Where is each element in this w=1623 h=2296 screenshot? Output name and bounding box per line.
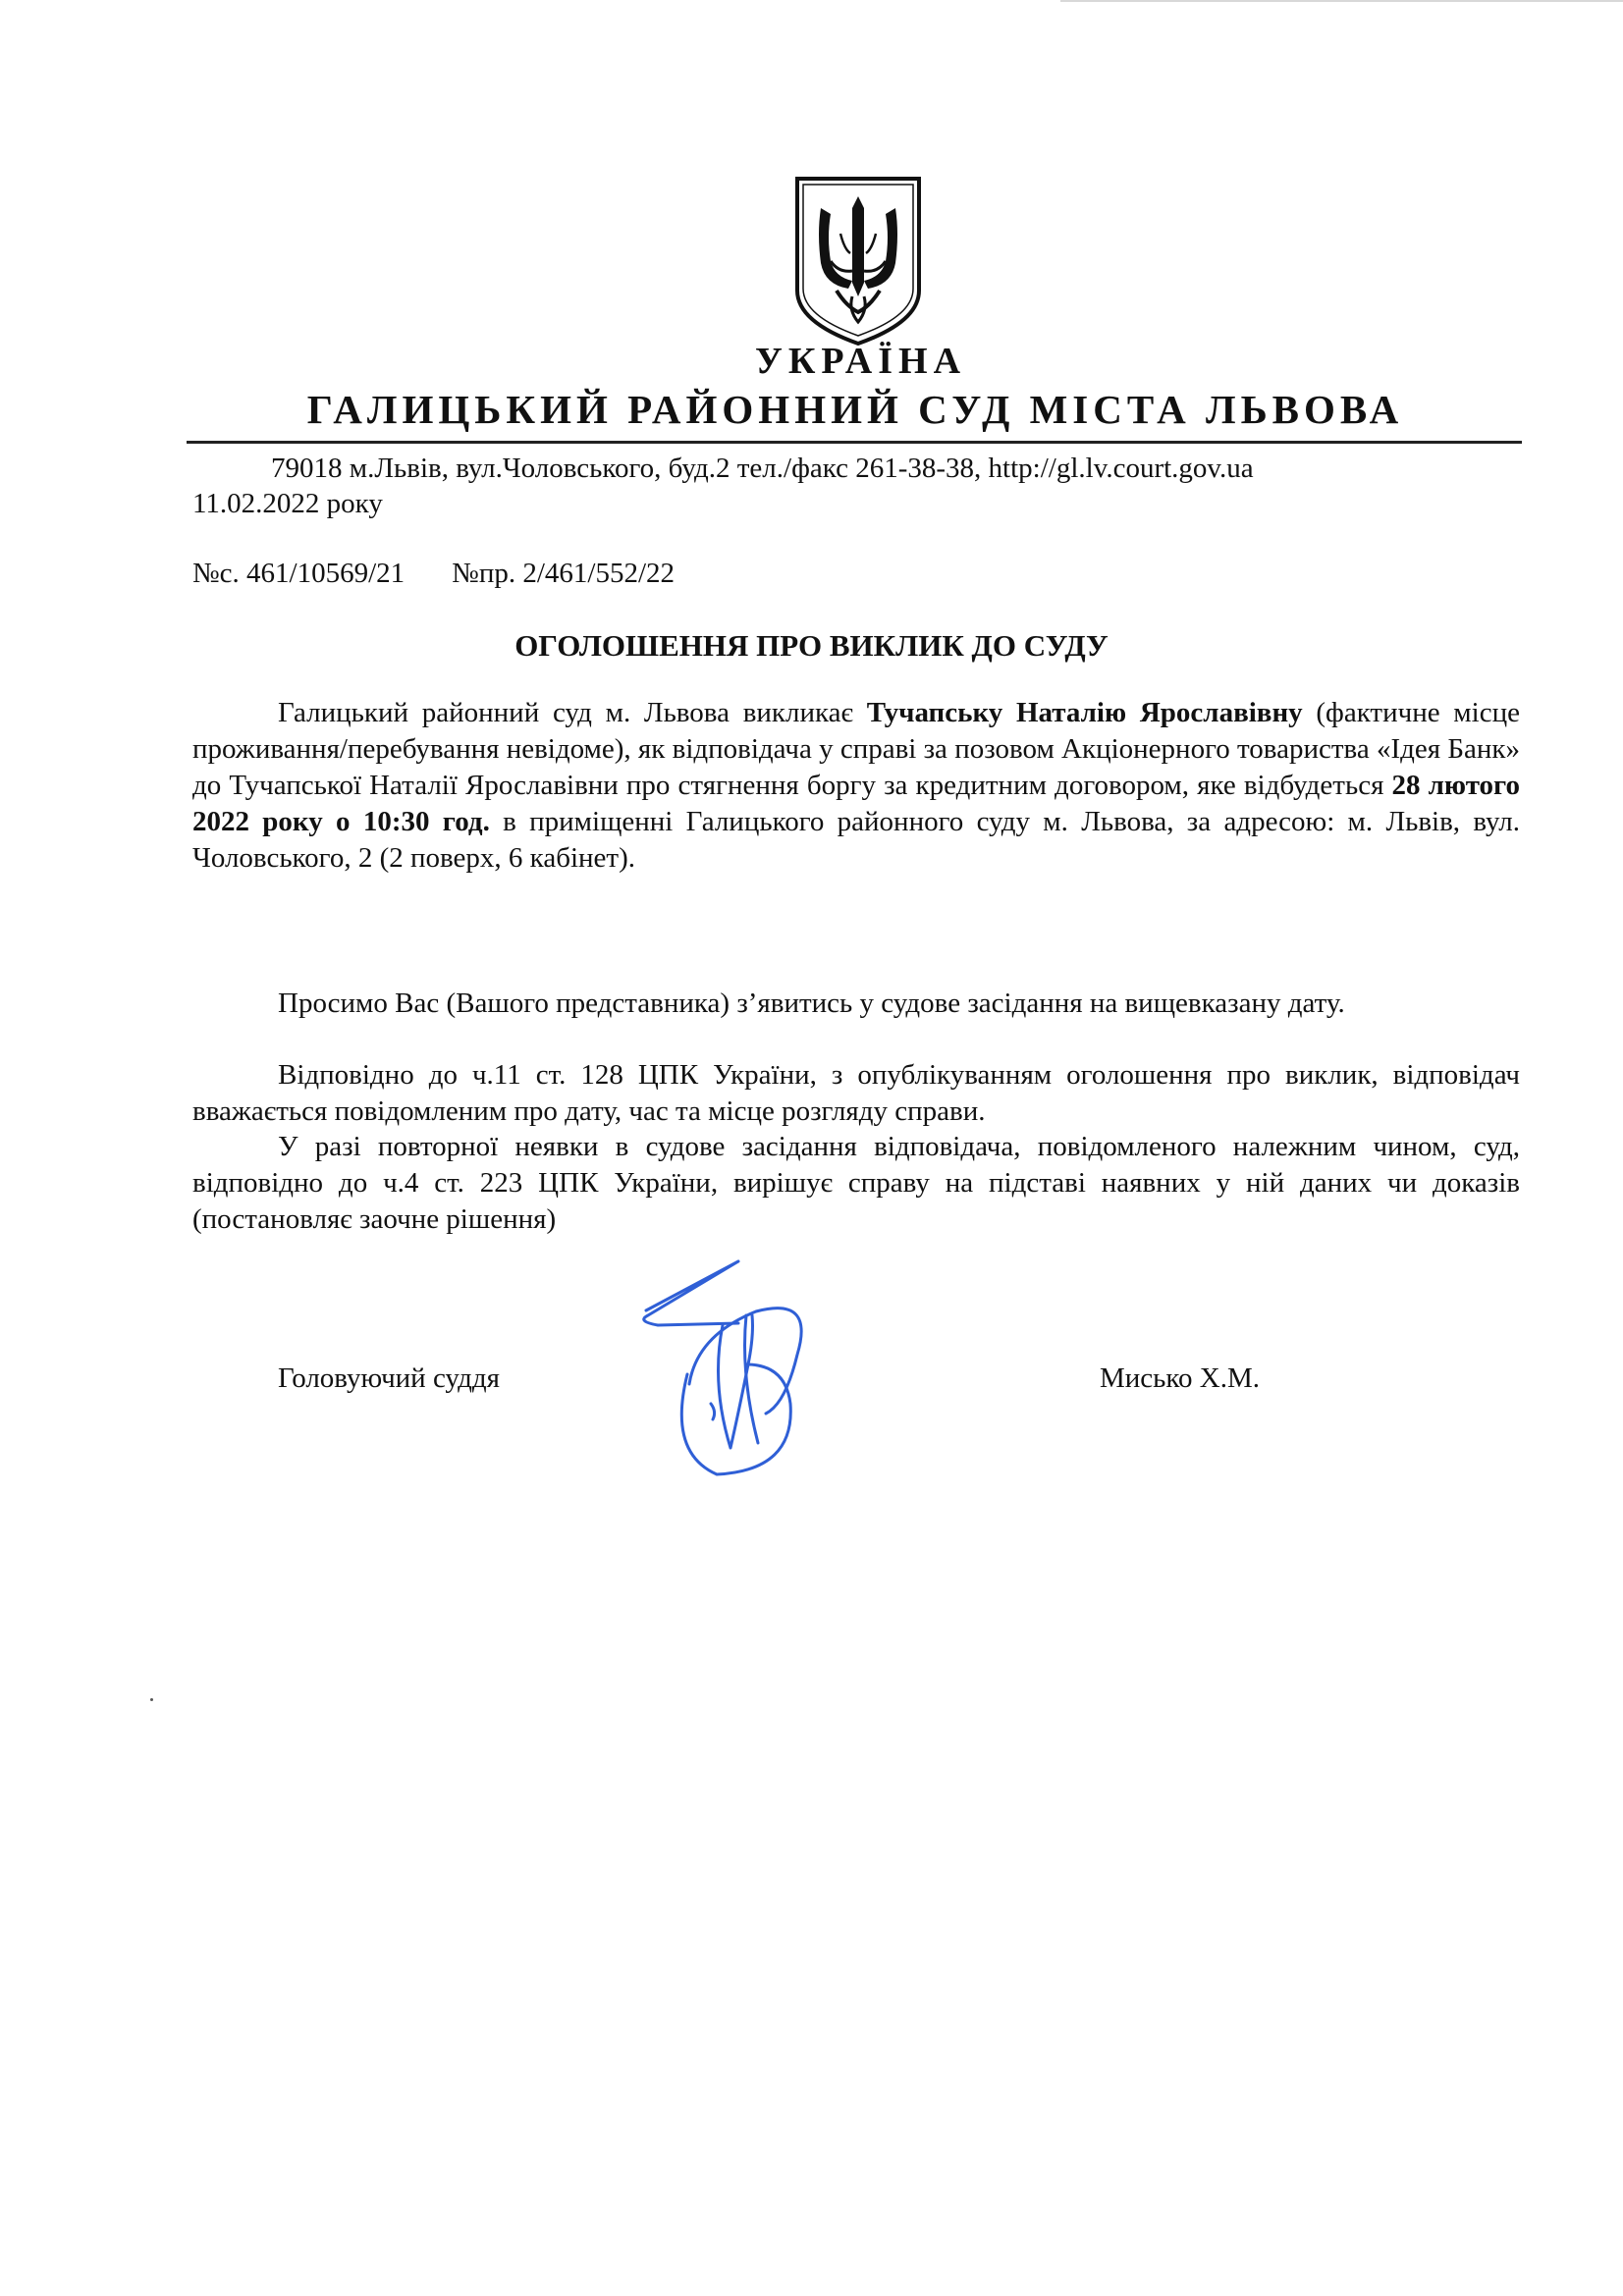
- court-address: 79018 м.Львів, вул.Чоловського, буд.2 тел./факс 261-38-38, http://gl.lv.court.gov.ua: [271, 453, 1254, 484]
- scan-speck: [150, 1698, 153, 1701]
- handwritten-signature: [628, 1217, 835, 1487]
- case-numbers: [192, 555, 675, 592]
- signer-name: Мисько Х.М.: [1100, 1362, 1260, 1394]
- header-divider: [187, 441, 1522, 444]
- defendant-name: Тучапську Наталію Ярославівну: [866, 697, 1303, 728]
- notice-paragraph-1: Галицький районний суд м. Львова викликає Тучапську Наталію Ярославівну (фактичне місце проживання/перебування невідоме), як відповідача у справі за позовом Акціонерного товариства «Ідея Банк» до Тучапської Наталії Ярославівни про стягнення боргу за кредитним договором, яке відбудеться 28 лютого 2022 року о 10:30 год. в приміщенні Галицького районного суду м. Львова, за адресою: м. Львів, вул. Чоловського, 2 (2 поверх, 6 кабінет).: [192, 697, 1521, 874]
- notice-paragraph-3: Відповідно до ч.11 ст. 128 ЦПК України, з опублікуванням оголошення про виклик, відповідач вважається повідомленим про дату, час та місце розгляду справи.: [192, 1059, 1520, 1127]
- notice-paragraph-2: Просимо Вас (Вашого представника) з’явитись у судове засідання на вищевказану дату.: [278, 988, 1345, 1019]
- proceeding-number: №пр. 2/461/552/22: [452, 558, 676, 589]
- signer-title: Головуючий суддя: [278, 1362, 500, 1394]
- case-number: №с. 461/10569/21: [192, 558, 406, 589]
- country-heading: УКРАЇНА: [754, 341, 967, 382]
- notice-paragraph-4: У разі повторної неявки в судове засідання відповідача, повідомленого належним чином, суд, відповідно до ч.4 ст. 223 ЦПК України, вирішує справу на підставі наявних у ній даних чи доказів (постановляє заочне рішення): [192, 1131, 1520, 1235]
- notice-title: ОГОЛОШЕННЯ ПРО ВИКЛИК ДО СУДУ: [514, 628, 1109, 663]
- court-name: ГАЛИЦЬКИЙ РАЙОННИЙ СУД МІСТА ЛЬВОВА: [306, 387, 1404, 432]
- coat-of-arms-icon: [791, 175, 925, 347]
- document-date: 11.02.2022 року: [192, 488, 383, 519]
- scan-edge-mark: [1060, 0, 1623, 2]
- hearing-datetime: 28 лютого 2022 року о 10:30 год.: [192, 770, 1521, 837]
